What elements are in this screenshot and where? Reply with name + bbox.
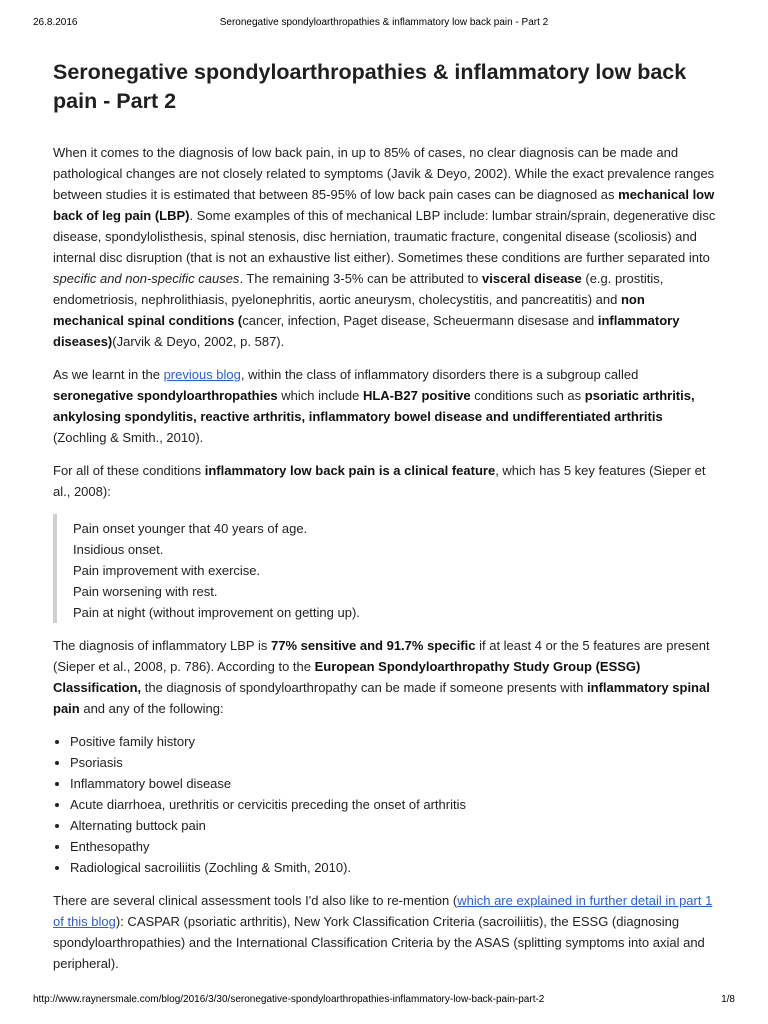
text-span: When it comes to the diagnosis of low back pain, in up to 85% of cases, no clear diagnosis can be made and pathological changes are not closely related to symptoms (Javik & Deyo, 2002). While the exact prevalence ranges between studies it is estimated that between 85-95% of low back pain cases can be diagnosed as [53, 145, 715, 202]
text-span: There are several clinical assessment tools I'd also like to re-mention ( [53, 893, 458, 908]
text-span: (Zochling & Smith., 2010). [53, 430, 204, 445]
bold-span: European Spondyloarthropathy Study Group (ESSG) Classification, [53, 659, 641, 695]
list-item: • Inflammatory bowel disease [70, 773, 717, 794]
list-item: • Acute diarrhoea, urethritis or cervicitis preceding the onset of arthritis [70, 794, 717, 815]
text-span: As we learnt in the [53, 367, 164, 382]
page-number: 1/8 [721, 994, 735, 1005]
print-url: http://www.raynersmale.com/blog/2016/3/30/seronegative-spondyloarthropathies-inflammatory-low-back-pain-part-2 [33, 994, 545, 1005]
bold-span: inflammatory diseases) [53, 313, 680, 349]
feature-item: Pain at night (without improvement on getting up). [73, 605, 360, 620]
bold-span: psoriatic arthritis, ankylosing spondylitis, reactive arthritis, inflammatory bowel disease and undifferentiated arthritis [53, 388, 695, 424]
list-item: • Enthesopathy [70, 836, 717, 857]
text-span: which include [277, 388, 363, 403]
text-span: . The remaining 3-5% can be attributed to [239, 271, 483, 286]
text-span: the diagnosis of spondyloarthropathy can be made if someone presents with [141, 680, 588, 695]
feature-item: Insidious onset. [73, 542, 164, 557]
feature-item: Pain worsening with rest. [73, 584, 218, 599]
text-span: , within the class of inflammatory disorders there is a subgroup called [240, 367, 639, 382]
print-date: 26.8.2016 [33, 17, 78, 28]
part-1-link[interactable]: which are explained in further detail in part 1 of this blog [53, 893, 713, 929]
paragraph-essg [53, 635, 717, 719]
text-span: cancer, infection, Paget disease, Scheuermann disesase and [242, 313, 598, 328]
print-footer [33, 994, 735, 1008]
feature-item: Pain onset younger that 40 years of age. [73, 521, 308, 536]
paragraph-seronegative [53, 364, 717, 448]
bold-span: inflammatory low back pain is a clinical feature [204, 463, 496, 478]
list-item: • Positive family history [70, 731, 717, 752]
list-item: • Radiological sacroiliitis (Zochling & Smith, 2010). [70, 857, 717, 878]
bold-span: mechanical low back of leg pain (LBP) [53, 187, 715, 223]
bold-span: seronegative spondyloarthropathies [53, 388, 278, 403]
print-header [33, 17, 735, 31]
text-span: (e.g. prostitis, endometriosis, nephrolithiasis, pyelonephritis, aortic aneurysm, cholecystitis, and pancreatitis) and [53, 271, 664, 307]
paragraph-diagnosis [53, 142, 717, 352]
paragraph-assessment-tools [53, 890, 717, 974]
feature-item: Pain improvement with exercise. [73, 563, 261, 578]
article-title: Seronegative spondyloarthropathies & inflammatory low back pain - Part 2 [53, 60, 687, 113]
bold-span: 77% sensitive and 91.7% specific [270, 638, 476, 653]
list-item: • Alternating buttock pain [70, 815, 717, 836]
paragraph-features-intro [53, 460, 717, 502]
text-span: . Some examples of this of mechanical LBP include: lumbar strain/sprain, degenerative disc disease, spondylolisthesis, spinal stenosis, disc herniation, traumatic fracture, congenital disease (scoliosis) and internal disc disruption (that is not an exhaustive list either). Sometimes these conditions are further separated into [53, 208, 716, 265]
text-span: For all of these conditions [53, 463, 205, 478]
bold-span: inflammatory spinal pain [53, 680, 710, 716]
text-span: if at least 4 or the 5 features are present (Sieper et al., 2008, p. 786). According to the [53, 638, 710, 674]
bold-span: non mechanical spinal conditions ( [53, 292, 645, 328]
text-span: The diagnosis of inflammatory LBP is [53, 638, 271, 653]
previous-blog-link[interactable]: previous blog [163, 367, 241, 382]
text-span: ): CASPAR (psoriatic arthritis), New York Classification Criteria (sacroiliitis), the ESSG (diagnosing spondyloarthropathies) and the International Classification Criteria by the ASAS (splitting symptoms into axial and peripheral). [53, 914, 705, 971]
text-span: , which has 5 key features (Sieper et al., 2008): [53, 463, 706, 499]
article [53, 58, 717, 986]
list-item: • Psoriasis [70, 752, 717, 773]
text-span: (Jarvik & Deyo, 2002, p. 587). [112, 334, 285, 349]
italic-span: specific and non-specific causes [53, 271, 240, 286]
text-span: conditions such as [470, 388, 585, 403]
criteria-list [53, 731, 717, 878]
print-page-title: Seronegative spondyloarthropathies & inflammatory low back pain - Part 2 [219, 17, 549, 28]
bold-span: visceral disease [482, 271, 582, 286]
key-features-quote [53, 514, 717, 623]
bold-span: HLA-B27 positive [362, 388, 471, 403]
text-span: and any of the following: [79, 701, 224, 716]
